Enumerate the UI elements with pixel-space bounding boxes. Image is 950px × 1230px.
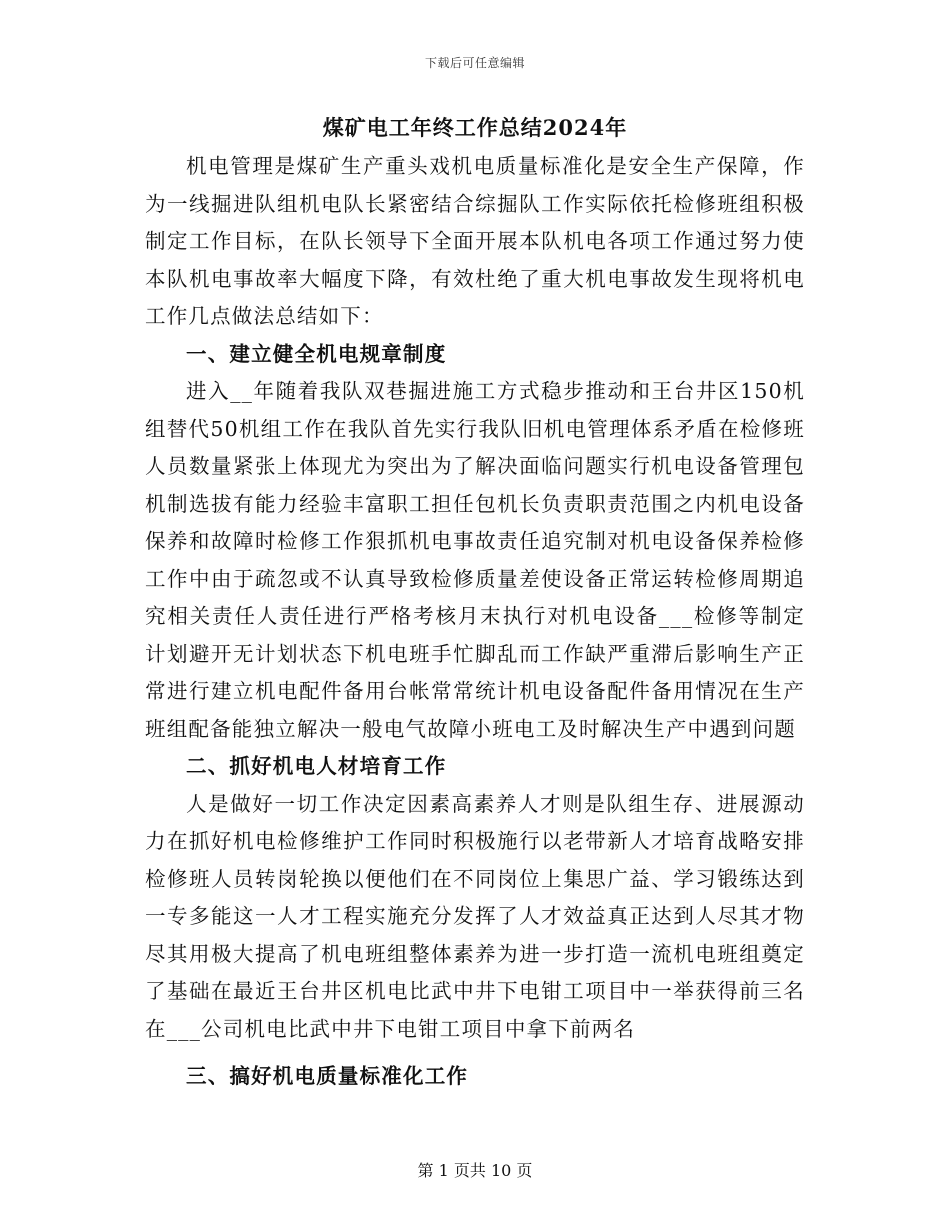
header-note: 下载后可任意编辑 — [424, 56, 525, 70]
section-2-heading: 二、抓好机电人材培育工作 — [186, 754, 447, 778]
section-3-heading: 三、搞好机电质量标准化工作 — [186, 1064, 469, 1088]
document-body — [145, 108, 805, 1096]
intro-paragraph: 机电管理是煤矿生产重头戏机电质量标准化是安全生产保障，作为一线掘进队组机电队长紧密结合综掘队工作实际依托检修班组积极制定工作目标，在队长领导下全面开展本队机电各项工作通过努力使本队机电事故率大幅度下降，有效杜绝了重大机电事故发生现将机电工作几点做法总结如下： — [145, 154, 805, 328]
section-1-body: 进入__年随着我队双巷掘进施工方式稳步推动和王台井区150机组替代50机组工作在我队首先实行我队旧机电管理体系矛盾在检修班人员数量紧张上体现尤为突出为了解决面临问题实行机电设备管理包机制选拔有能力经验丰富职工担任包机长负责职责范围之内机电设备保养和故障时检修工作狠抓机电事故责任追究制对机电设备保养检修工作中由于疏忽或不认真导致检修质量差使设备正常运转检修周期追究相关责任人责任进行严格考核月末执行对机电设备___检修等制定计划避开无计划状态下机电班手忙脚乱而工作缺严重滞后影响生产正常进行建立机电配件备用台帐常常统计机电设备配件备用情况在生产班组配备能独立解决一般电气故障小班电工及时解决生产中遇到问题 — [145, 379, 805, 741]
section-2-body: 人是做好一切工作决定因素高素养人才则是队组生存、进展源动力在抓好机电检修维护工作同时积极施行以老带新人才培育战略安排检修班人员转岗轮换以便他们在不同岗位上集思广益、学习锻练达到一专多能这一人才工程实施充分发挥了人才效益真正达到人尽其才物尽其用极大提高了机电班组整体素养为进一步打造一流机电班组奠定了基础在最近王台井区机电比武中井下电钳工项目中一举获得前三名在___公司机电比武中井下电钳工项目中拿下前两名 — [145, 791, 805, 1041]
section-1-heading: 一、建立健全机电规章制度 — [186, 341, 447, 366]
page-footer: 第 1 页共 10 页 — [417, 1161, 533, 1180]
document-title: 煤矿电工年终工作总结2024年 — [322, 115, 628, 140]
